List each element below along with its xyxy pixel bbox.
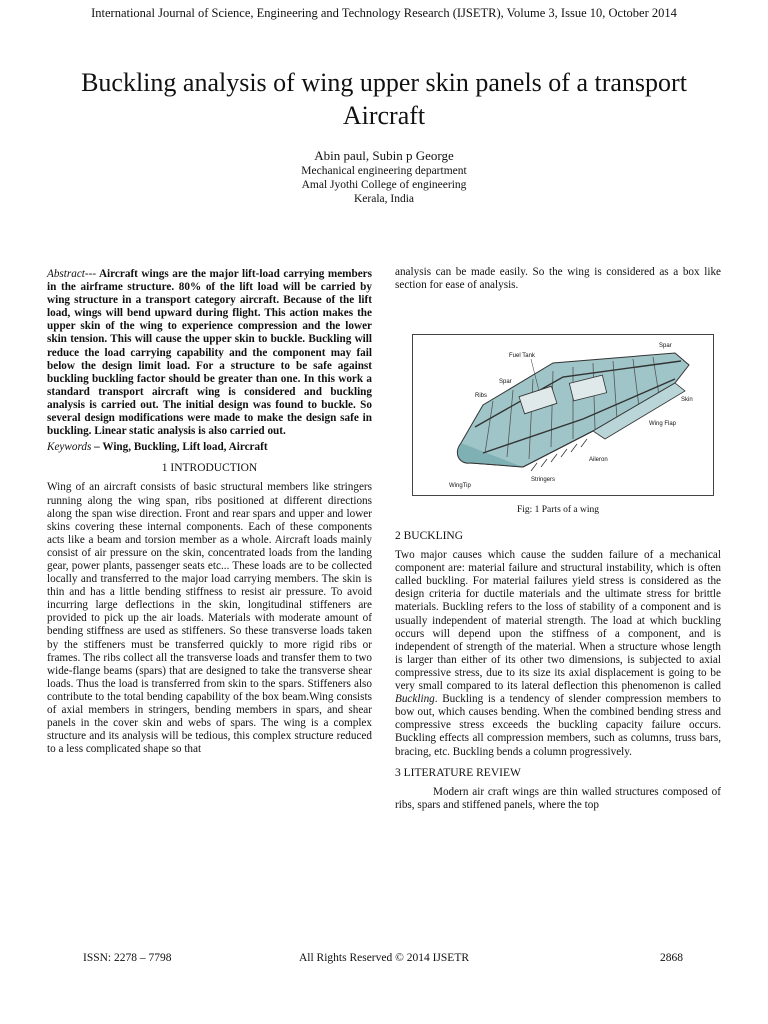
- section-heading-introduction: 1 INTRODUCTION: [161, 462, 258, 475]
- footer-issn: ISSN: 2278 – 7798: [83, 952, 172, 964]
- keywords-text: – Wing, Buckling, Lift load, Aircraft: [91, 441, 268, 454]
- wing-diagram: [413, 335, 713, 495]
- label-ribs: Ribs: [475, 393, 488, 399]
- affiliation-location: Kerala, India: [353, 193, 415, 205]
- right-column-top: [395, 266, 721, 292]
- affiliation-college: Amal Jyothi College of engineering: [301, 179, 467, 191]
- buckling-text-b: . Buckling is a tendency of slender compression members to bow out, which causes bending. When the combined bending stress and compressive stress exceeds the buckling capacity failure occurs. Buckling effects all compression members, such as columns, truss bars, bracing, etc. Buckling bends a column progressively.: [395, 693, 721, 758]
- figure-caption: Fig: 1 Parts of a wing: [516, 505, 600, 515]
- journal-header: International Journal of Science, Engineering and Technology Research (IJSETR), Volume 3, Issue 10, October 2014: [91, 6, 677, 20]
- label-fuel-tank: Fuel Tank: [509, 353, 535, 359]
- section-heading-literature: 3 LITERATURE REVIEW: [395, 766, 521, 779]
- label-spar-left: Spar: [499, 379, 512, 385]
- label-wingtip: WingTip: [449, 483, 471, 489]
- introduction-text: Wing of an aircraft consists of basic structural members like stringers running along the wing span, ribs positioned at different directions along the span wise direction. Front and rear spars and upper and lower skins covering these internal components. Each of these components acts like a beam and torsion member as a whole. Aircraft loads mainly consist of air pressure on the skin, concentrated loads from the landing gear, power plants, passenger seats etc... These loads are to be collected locally and transferred to the major load carrying members. The skin is thin and has a little bending stiffness to resist air pressure. To avoid incurring large deflections in the skin, longitudinal stiffeners are provided to pick up the air loads. Materials with moderate amount of bending stiffness are used as stiffeners. So these transverse loads taken by the stiffeners must be transferred quickly to more rigid ribs or frames. The ribs collect all the transverse loads and transfer them to two wide-flange beams (spars) that are designed to take the transverse shear loads. Thus the load is transferred from skin to the spars. Stiffeners also contribute to the total bending capability of the box beam.Wing consists of axial members in stringers, bending members in spars, and shear panels in the cover skin and webs of spars. The wing is a complex structure and its analysis will be tedious, this complex structure reduced to a less complicated shape so that: [47, 481, 372, 756]
- literature-text: Modern air craft wings are thin walled structures composed of ribs, spars and stiffened panels, where the top: [395, 785, 721, 811]
- left-column: [47, 268, 372, 756]
- keywords: [47, 441, 372, 454]
- footer-page-number: 2868: [660, 952, 683, 964]
- buckling-text: [395, 549, 721, 759]
- footer-rights: All Rights Reserved © 2014 IJSETR: [298, 952, 470, 964]
- affiliation-department: Mechanical engineering department: [301, 165, 467, 177]
- label-skin: Skin: [681, 397, 693, 403]
- abstract: [47, 268, 372, 438]
- wing-figure: [412, 334, 714, 496]
- introduction-continued: analysis can be made easily. So the wing is considered as a box like section for ease of analysis.: [395, 266, 721, 292]
- label-stringers: Stringers: [531, 477, 556, 483]
- buckling-text-a: Two major causes which cause the sudden failure of a mechanical component are: material failure and structural instability, which is often called buckling. For material failures yield stress is considered as the design criteria for ductile materials and the ultimate stress for brittle materials. Buckling refers to the loss of stability of a component and is usually independent of material strength. The load at which buckling occurs will depend upon the stiffness of a component, and is independent of strength of the material. When a structure whose length is larger than either of its other two dimensions, is subjected to axial compressive stress, due to its size its axial displacement is going to be very small compared to its lateral deflection this phenomenon is called: [395, 549, 721, 693]
- paper-title: Buckling analysis of wing upper skin panels of a transport Aircraft: [81, 68, 687, 130]
- label-aileron: Aileron: [589, 457, 608, 463]
- abstract-text: Aircraft wings are the major lift-load carrying members in the airframe structure. 80% of the lift load will be carried by wing structure in a transport category aircraft. Because of the lift load, wings will bend upward during flight. This action makes the upper skin of the wing to experience compression and the lower skin tension. This will cause the upper skin to buckle. Buckling will reduce the load carrying capability and the component may fail below the design limit load. For a structure to be safe against buckling buckling factor should be greater than one. In this work a standard transport aircraft wing is considered and buckling analysis is carried out. The initial design was found to buckle. So several design modifications were made to make the design safe in buckling. Linear static analysis is also carried out.: [47, 268, 372, 438]
- section-heading-buckling: 2 BUCKLING: [395, 530, 464, 542]
- abstract-lead: Abstract---: [47, 268, 97, 280]
- keywords-lead: Keywords: [47, 441, 92, 454]
- paper-authors: Abin paul, Subin p George: [314, 148, 454, 163]
- right-column-body: [395, 530, 721, 812]
- label-wing-flap: Wing Flap: [649, 421, 677, 427]
- label-spar-top: Spar: [659, 343, 672, 349]
- buckling-italic: Buckling: [395, 693, 435, 706]
